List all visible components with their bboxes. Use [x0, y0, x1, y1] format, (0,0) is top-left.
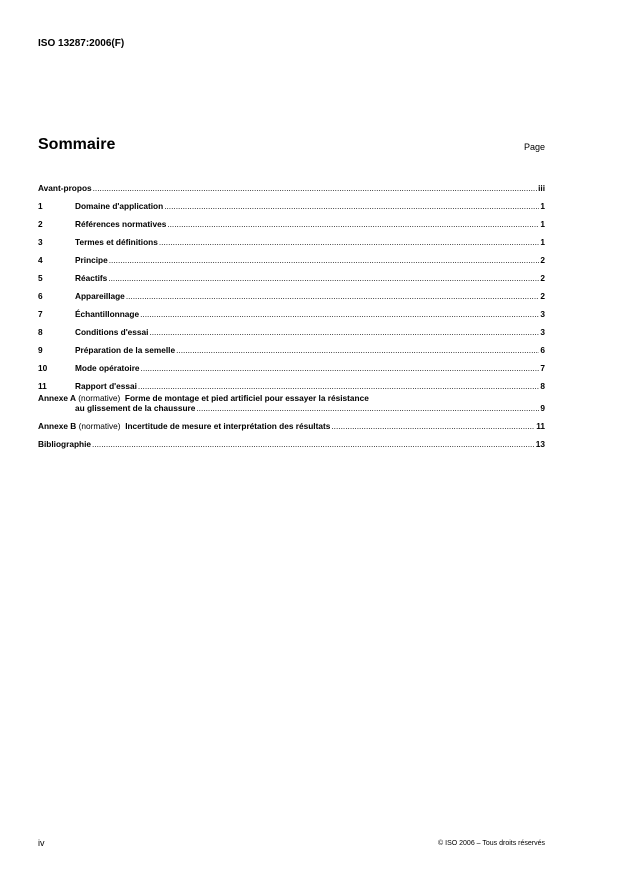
dot-leader — [108, 273, 539, 283]
toc-entry-3[interactable] — [38, 229, 545, 247]
toc-entry-annex-a[interactable] — [38, 393, 545, 413]
toc-entry-page: 6 — [540, 345, 545, 355]
dot-leader — [109, 255, 540, 265]
toc-entry-10[interactable] — [38, 355, 545, 373]
toc-entry-page: 8 — [540, 381, 545, 391]
dot-leader — [140, 309, 539, 319]
toc-entry-number: 2 — [38, 219, 43, 229]
annex-a-prefix: Annexe A — [38, 393, 76, 403]
toc-entry-label: Bibliographie — [38, 439, 92, 449]
toc-entry-label: Domaine d'application — [75, 201, 164, 211]
toc-entry-label: Termes et définitions — [75, 237, 158, 247]
toc-entry-number: 9 — [38, 345, 43, 355]
toc-entry-page: 2 — [540, 255, 545, 265]
annex-a-title-line1: Forme de montage et pied artificiel pour essayer la résistance — [124, 393, 369, 403]
toc-entry-label: Conditions d'essai — [75, 327, 149, 337]
toc-entry-2[interactable] — [38, 211, 545, 229]
table-of-contents — [38, 175, 545, 449]
toc-entry-5[interactable] — [38, 265, 545, 283]
toc-entry-9[interactable] — [38, 337, 545, 355]
toc-entry-6[interactable] — [38, 283, 545, 301]
annex-b-title: Incertitude de mesure et interprétation des résultats — [125, 421, 331, 431]
toc-entry-page: 13 — [535, 439, 545, 449]
toc-entry-label: Appareillage — [75, 291, 125, 301]
toc-entry-label: Rapport d'essai — [75, 381, 137, 391]
toc-entry-page: 1 — [540, 201, 545, 211]
toc-entry-page: 7 — [540, 363, 545, 373]
toc-entry-4[interactable] — [38, 247, 545, 265]
toc-entry-number: 6 — [38, 291, 43, 301]
toc-entry-number: 1 — [38, 201, 43, 211]
toc-entry-bibliography[interactable] — [38, 431, 545, 449]
toc-entry-number: 5 — [38, 273, 43, 283]
toc-entry-label: Échantillonnage — [75, 309, 140, 319]
toc-entry-number: 4 — [38, 255, 43, 265]
toc-entry-11[interactable] — [38, 373, 545, 391]
dot-leader — [126, 291, 540, 301]
toc-entry-page: 11 — [536, 421, 545, 431]
toc-entry-label: Préparation de la semelle — [75, 345, 176, 355]
annex-b-prefix: Annexe B — [38, 421, 77, 431]
toc-entry-number: 10 — [38, 363, 48, 373]
toc-entry-label: Réactifs — [75, 273, 108, 283]
annex-a-title-line2: au glissement de la chaussure — [75, 403, 196, 413]
dot-leader — [92, 439, 535, 449]
annex-b-normative: (normative) — [78, 421, 121, 431]
toc-entry-1[interactable] — [38, 193, 545, 211]
dot-leader — [138, 381, 539, 391]
annex-a-normative: (normative) — [78, 393, 121, 403]
page-number: iv — [38, 838, 45, 848]
dot-leader — [331, 421, 535, 431]
dot-leader — [93, 183, 537, 193]
dot-leader — [141, 363, 540, 373]
toc-entry-number: 8 — [38, 327, 43, 337]
toc-entry-number: 11 — [38, 381, 47, 391]
toc-entry-page: 3 — [540, 327, 545, 337]
dot-leader — [176, 345, 539, 355]
toc-entry-label: Références normatives — [75, 219, 167, 229]
toc-entry-page: 2 — [540, 273, 545, 283]
toc-entry-label: Avant-propos — [38, 183, 92, 193]
toc-title: Sommaire — [38, 136, 116, 153]
document-id: ISO 13287:2006(F) — [38, 38, 125, 49]
toc-entry-page: 9 — [540, 403, 545, 413]
toc-page-label: Page — [523, 142, 545, 152]
toc-entry-8[interactable] — [38, 319, 545, 337]
toc-entry-number: 3 — [38, 237, 43, 247]
toc-entry-foreword[interactable] — [38, 175, 545, 193]
toc-entry-annex-b[interactable] — [38, 413, 545, 431]
annex-a-line2 — [38, 403, 545, 413]
toc-entry-page: 3 — [540, 309, 545, 319]
dot-leader — [196, 403, 539, 413]
copyright-notice: © ISO 2006 – Tous droits réservés — [438, 840, 545, 847]
dot-leader — [167, 219, 539, 229]
dot-leader — [159, 237, 540, 247]
dot-leader — [164, 201, 539, 211]
toc-entry-page: iii — [538, 183, 545, 193]
toc-entry-label: Principe — [75, 255, 108, 265]
annex-a-line1 — [38, 393, 545, 403]
toc-entry-7[interactable] — [38, 301, 545, 319]
dot-leader — [149, 327, 539, 337]
toc-entry-number: 7 — [38, 309, 43, 319]
toc-entry-label: Mode opératoire — [75, 363, 140, 373]
toc-entry-page: 1 — [540, 219, 545, 229]
toc-entry-page: 2 — [540, 291, 545, 301]
toc-entry-page: 1 — [540, 237, 545, 247]
